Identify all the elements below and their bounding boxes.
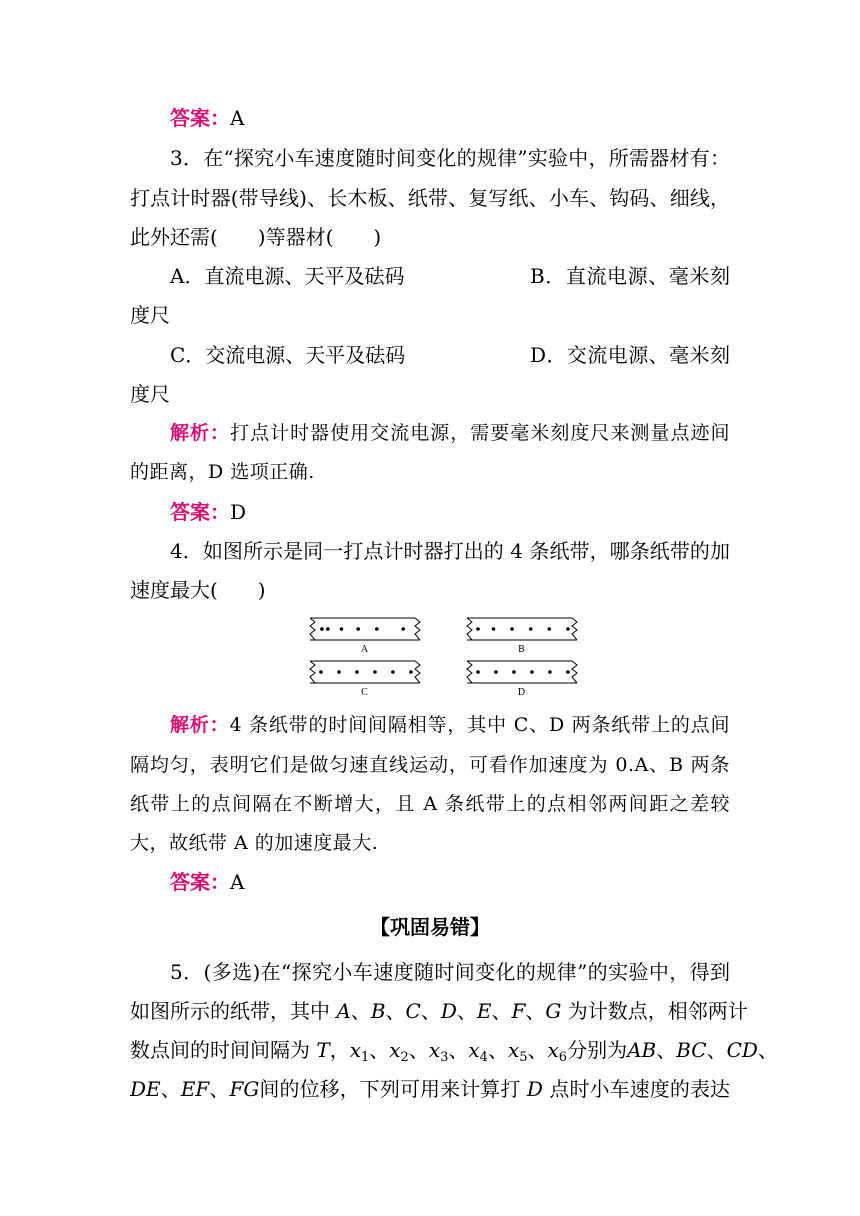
- question-3-line-3: 此外还需( )等器材( ): [130, 225, 382, 249]
- analysis-3-line-2: 的距离，D 选项正确.: [130, 461, 315, 483]
- analysis-3-line-1: 解析：打点计时器使用交流电源，需要毫米刻度尺来测量点迹间: [170, 422, 730, 444]
- tape-label: C: [361, 687, 368, 698]
- option-b-continued: 度尺: [130, 303, 170, 327]
- tape-d-dot-5: [548, 670, 552, 674]
- tape-b-dot-2: [492, 627, 496, 631]
- question-4-line-1: 4．如图所示是同一打点计时器打出的 4 条纸带，哪条纸带的加: [170, 539, 730, 563]
- tape-c-dot-1: [319, 670, 323, 674]
- tape-a-dot-6: [401, 627, 405, 631]
- tape-c-dot-5: [391, 670, 395, 674]
- tape-label: D: [517, 687, 526, 698]
- analysis-4-line-1: 解析：4 条纸带的时间间隔相等，其中 C、D 两条纸带上的点间: [170, 714, 730, 736]
- tape-d-dot-6: [566, 670, 570, 674]
- tape-b-dot-4: [529, 627, 533, 631]
- tape-c-dot-6: [409, 670, 413, 674]
- tape-a-dot-1: [320, 627, 324, 631]
- answer-line: 答案：A: [170, 106, 245, 130]
- paper-tape-a: [310, 618, 420, 655]
- question-5-line-4: DE、EF、FG间的位移，下列可用来计算打 D 点时小车速度的表达: [130, 1077, 731, 1101]
- question-5-line-1: 5．(多选)在“探究小车速度随时间变化的规律”的实验中，得到: [170, 960, 730, 984]
- analysis-4-line-3: 纸带上的点间隔在不断增大，且 A 条纸带上的点相邻两间距之差较: [130, 793, 730, 815]
- question-5-line-2: 如图所示的纸带，其中 A、B、C、D、E、F、G 为计数点，相邻两计: [130, 999, 748, 1023]
- paper-tapes-figure: [305, 612, 585, 704]
- section-title: 【巩固易错】: [370, 915, 490, 939]
- option-c: C．交流电源、天平及砝码: [170, 343, 406, 367]
- paper-tape-b: [467, 618, 577, 655]
- tape-a-dot-4: [356, 627, 360, 631]
- tape-d-dot-3: [512, 670, 516, 674]
- tape-label: A: [360, 644, 369, 655]
- tape-b-dot-5: [548, 627, 552, 631]
- tape-d-dot-1: [476, 670, 480, 674]
- tape-a-dot-3: [340, 627, 344, 631]
- tape-c-dot-2: [337, 670, 341, 674]
- analysis-4-line-4: 大，故纸带 A 的加速度最大.: [130, 832, 379, 854]
- tape-b-dot-6: [566, 627, 570, 631]
- tape-a-dot-2: [326, 627, 330, 631]
- answer-line: 答案：D: [170, 500, 247, 524]
- tape-c-dot-3: [355, 670, 359, 674]
- option-a: A．直流电源、天平及砝码: [170, 264, 405, 288]
- question-3-line-1: 3．在“探究小车速度随时间变化的规律”实验中，所需器材有：: [170, 146, 730, 170]
- tape-a-dot-5: [375, 627, 379, 631]
- answer-line: 答案：A: [170, 870, 245, 894]
- paper-tape-c: [310, 661, 420, 698]
- option-d: D．交流电源、毫米刻: [530, 343, 730, 367]
- tape-d-dot-2: [494, 670, 498, 674]
- paper-tape-d: [467, 661, 577, 698]
- analysis-4-line-2: 隔均匀，表明它们是做匀速直线运动，可看作加速度为 0.A、B 两条: [130, 754, 730, 776]
- question-5-line-3: 数点间的时间间隔为 T，$x_1$、$x_2$、$x_3$、$x_4$、$x_5$、$x_6$分别为AB、BC、CD、: [130, 1038, 778, 1065]
- question-3-line-2: 打点计时器(带导线)、长木板、纸带、复写纸、小车、钩码、细线，: [130, 186, 730, 210]
- tape-c-dot-4: [373, 670, 377, 674]
- option-b: B．直流电源、毫米刻: [530, 264, 730, 288]
- tape-d-dot-4: [530, 670, 534, 674]
- tape-b-dot-3: [510, 627, 514, 631]
- tape-label: B: [518, 644, 525, 655]
- option-d-continued: 度尺: [130, 382, 170, 406]
- question-4-line-2: 速度最大( ): [130, 578, 266, 602]
- tape-b-dot-1: [476, 627, 480, 631]
